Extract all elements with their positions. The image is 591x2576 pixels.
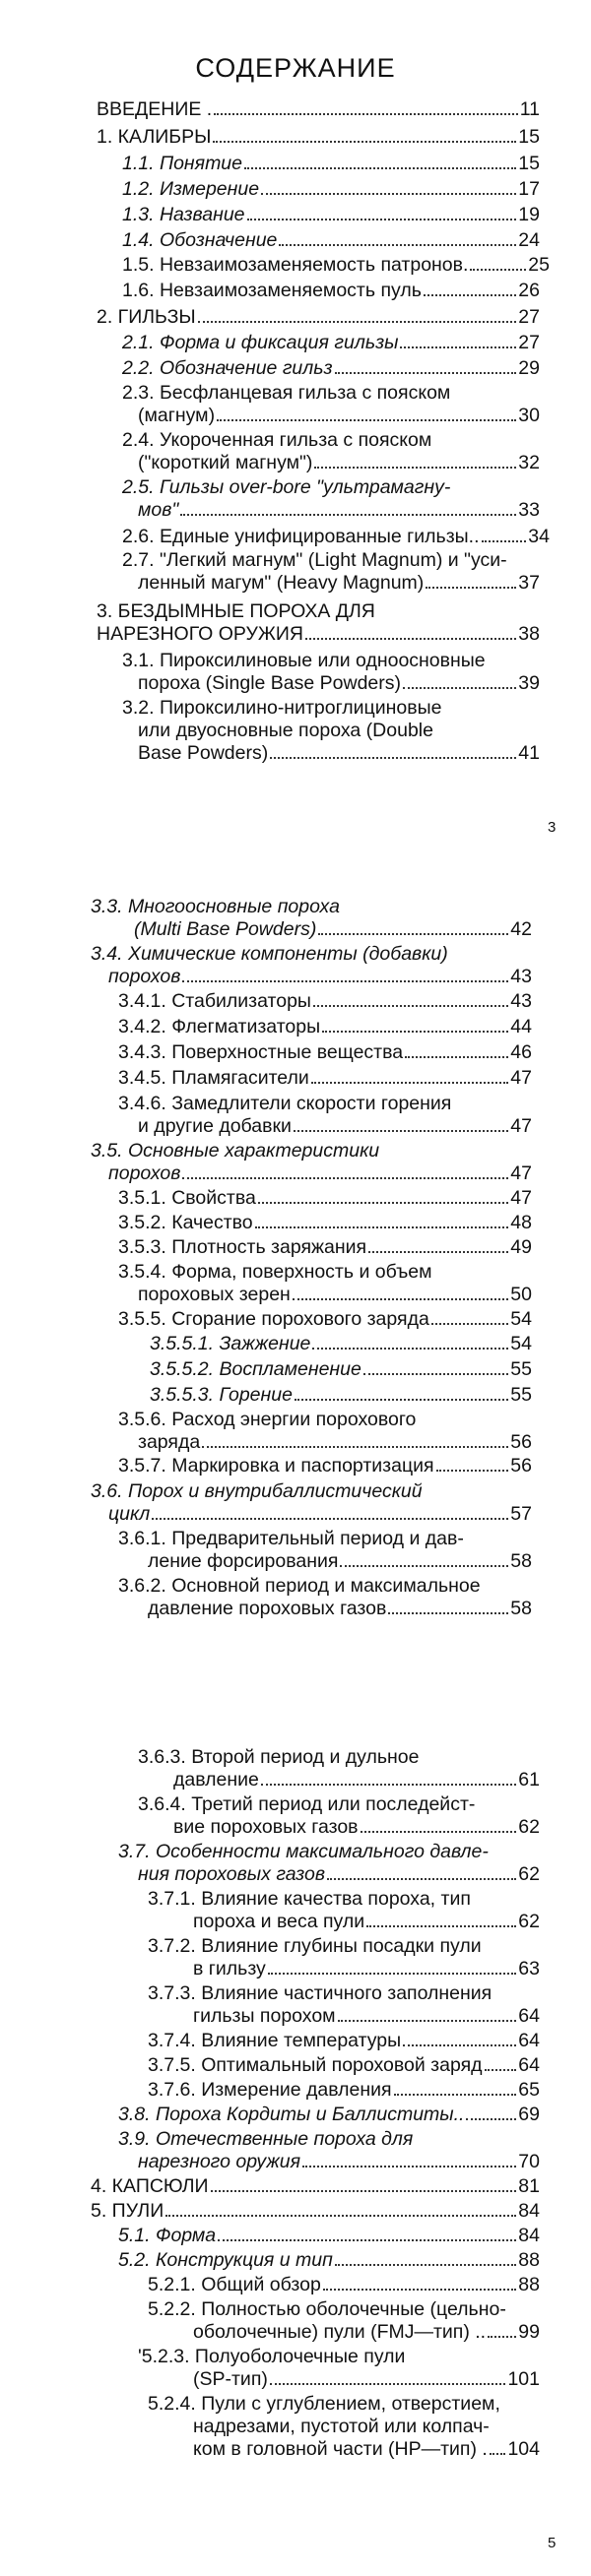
toc-entry-title: 3.5.2. Качество — [118, 1212, 253, 1233]
dot-leader — [311, 1082, 509, 1084]
dot-leader — [268, 1973, 517, 1975]
toc-entry-title-line: 5.2.4. Пули с углублением, отверстием, — [148, 2393, 500, 2415]
toc-entry-title: 3.4.1. Стабилизаторы — [118, 990, 311, 1012]
toc-entry[interactable] — [148, 2079, 540, 2102]
toc-entry[interactable] — [148, 1888, 540, 1933]
toc-page-3 — [0, 1732, 591, 2576]
toc-entry-title: 3.5.5.2. Воспламенение — [150, 1358, 361, 1380]
toc-entry-page: 104 — [507, 2438, 540, 2460]
toc-entry-page: 27 — [518, 332, 540, 353]
toc-entry-title-line: 3. БЕЗДЫМНЫЕ ПОРОХА ДЛЯ — [97, 600, 375, 622]
toc-entry-page: 43 — [510, 966, 532, 987]
dot-leader — [482, 540, 527, 542]
toc-entry-title: порохов — [108, 1162, 181, 1184]
toc-entry-title: пороха и веса пули — [193, 1911, 365, 1932]
toc-entry-title-line: 3.7. Особенности максимального давле- — [118, 1841, 489, 1862]
dot-leader — [270, 757, 516, 759]
toc-entry-page: 25 — [528, 254, 550, 276]
toc-entry[interactable] — [122, 229, 540, 252]
toc-entry-page: 84 — [518, 2200, 540, 2222]
toc-entry-title-line: 3.4.6. Замедлители скорости горения — [118, 1093, 452, 1114]
toc-entry-title-line: '5.2.3. Полуоболочечные пули — [138, 2346, 406, 2367]
toc-entry-title-line: 3.7.1. Влияние качества пороха, тип — [148, 1888, 471, 1910]
toc-entry-title-line: 3.7.3. Влияние частичного заполнения — [148, 1982, 492, 2004]
toc-entry-title: 1.6. Невзаимозаменяемость пуль — [122, 280, 422, 301]
dot-leader — [490, 2453, 506, 2455]
toc-entry-page: 47 — [510, 1067, 532, 1089]
toc-entry[interactable] — [118, 1016, 532, 1038]
toc-entry-page: 24 — [518, 229, 540, 251]
toc-entry[interactable] — [118, 1261, 532, 1306]
toc-entry[interactable] — [122, 526, 550, 548]
toc-entry-page: 37 — [518, 572, 540, 594]
toc-entry[interactable] — [118, 1093, 532, 1138]
toc-entry-page: 55 — [510, 1358, 532, 1380]
toc-entry[interactable] — [118, 1067, 532, 1090]
toc-entry[interactable] — [122, 204, 540, 226]
dot-leader — [312, 1348, 508, 1350]
dot-leader — [211, 2190, 517, 2192]
toc-entry-page: 46 — [510, 1041, 532, 1063]
toc-entry-title: 3.5.1. Свойства — [118, 1187, 256, 1209]
toc-entry[interactable] — [91, 2175, 540, 2198]
toc-entry-page: 49 — [510, 1236, 532, 1258]
dot-leader — [405, 1056, 508, 1058]
toc-entry-page: 32 — [518, 452, 540, 473]
toc-entry[interactable] — [118, 1841, 540, 1886]
toc-entry[interactable] — [122, 254, 550, 277]
toc-entry-page: 39 — [518, 672, 540, 694]
toc-entry[interactable] — [118, 1187, 532, 1210]
toc-entry-title: 3.7.6. Измерение давления — [148, 2079, 392, 2101]
dot-leader — [403, 687, 516, 689]
dot-leader — [335, 2264, 516, 2266]
toc-entry-title: 1.3. Название — [122, 204, 245, 225]
dot-leader — [322, 1031, 508, 1033]
toc-entry-page: 55 — [510, 1384, 532, 1406]
dot-leader — [244, 167, 516, 169]
toc-entry[interactable] — [150, 1333, 532, 1355]
toc-entry-page: 57 — [510, 1503, 532, 1525]
toc-entry[interactable] — [122, 178, 540, 201]
toc-entry-title: нарезного оружия — [138, 2151, 301, 2172]
toc-entry-title: 1.4. Обозначение — [122, 229, 278, 251]
toc-entry-title: 1.2. Измерение — [122, 178, 260, 200]
dot-leader — [214, 113, 518, 115]
dot-leader — [431, 1323, 508, 1325]
toc-entry-title-line: 3.1. Пироксилиновые или одноосновные — [122, 650, 486, 671]
toc-entry-page: 33 — [518, 499, 540, 521]
toc-entry-page: 62 — [518, 1911, 540, 1932]
dot-leader — [247, 219, 517, 220]
toc-entry-title-line: 3.6.2. Основной период и максимальное — [118, 1575, 481, 1597]
dot-leader — [152, 1518, 508, 1520]
toc-entry[interactable] — [118, 1528, 532, 1573]
toc-entry-page: 34 — [528, 526, 550, 547]
toc-entry-page: 38 — [518, 623, 540, 645]
toc-entry[interactable] — [122, 650, 540, 695]
dot-leader — [363, 1373, 508, 1375]
toc-entry-title-line: 3.6.1. Предварительный период и дав- — [118, 1528, 464, 1549]
toc-entry[interactable] — [138, 1746, 540, 1791]
toc-entry-page: 27 — [518, 306, 540, 328]
dot-leader — [318, 933, 508, 935]
dot-leader — [165, 2215, 516, 2217]
toc-entry-title: цикл — [108, 1503, 151, 1525]
toc-entry-title: ния пороховых газов — [138, 1863, 326, 1885]
toc-entry-title-line: 2.4. Укороченная гильза с пояском — [122, 429, 432, 451]
dot-leader — [258, 1202, 508, 1204]
dot-leader — [213, 141, 516, 143]
toc-entry-title-line: 3.5.6. Расход энергии порохового — [118, 1409, 417, 1430]
toc-entry-page: 84 — [518, 2225, 540, 2246]
page-title: СОДЕРЖАНИЕ — [195, 53, 396, 83]
dot-leader — [436, 1470, 509, 1472]
toc-entry-title-line: 3.9. Отечественные пороха для — [118, 2128, 414, 2150]
dot-leader — [394, 2094, 517, 2096]
toc-entry[interactable] — [122, 280, 540, 302]
toc-entry-page: 58 — [510, 1550, 532, 1572]
toc-entry-title: 2.2. Обозначение гильз — [122, 357, 333, 379]
toc-entry-title: 5. ПУЛИ — [91, 2200, 164, 2222]
toc-entry-title: порохов — [108, 966, 181, 987]
toc-entry-title: 2.6. Единые унифицированные гильзы.. — [122, 526, 480, 547]
dot-leader — [295, 1399, 508, 1401]
toc-entry-title: давление пороховых газов — [148, 1598, 387, 1619]
toc-entry-title: 2.1. Форма и фиксация гильзы — [122, 332, 399, 353]
toc-entry-page: 54 — [510, 1308, 532, 1330]
dot-leader — [255, 1226, 509, 1228]
toc-entry[interactable] — [122, 697, 540, 765]
dot-leader — [368, 1251, 508, 1253]
dot-leader — [424, 294, 516, 296]
toc-entry-title: и другие добавки — [138, 1115, 292, 1137]
toc-entry-title: 5.2. Конструкция и тип — [118, 2249, 333, 2271]
toc-entry-title: давление — [173, 1769, 259, 1791]
toc-entry[interactable] — [118, 990, 532, 1013]
toc-entry-page: 47 — [510, 1115, 532, 1137]
dot-leader — [293, 1298, 508, 1300]
toc-entry-title: 3.7.5. Оптимальный пороховой заряд — [148, 2054, 483, 2076]
toc-entry-page: 43 — [510, 990, 532, 1012]
dot-leader — [261, 1784, 516, 1786]
toc-page-1 — [0, 0, 591, 847]
toc-entry-page: 62 — [518, 1863, 540, 1885]
toc-entry[interactable] — [118, 2249, 540, 2272]
toc-entry-title: 4. КАПСЮЛИ — [91, 2175, 209, 2197]
toc-entry[interactable] — [148, 2393, 540, 2461]
toc-entry-title: 1.5. Невзаимозаменяемость патронов. — [122, 254, 469, 276]
toc-entry[interactable] — [97, 600, 540, 646]
dot-leader — [218, 2239, 516, 2241]
toc-entry-title: 3.5.5.1. Зажжение — [150, 1333, 311, 1354]
toc-entry-title: 3.8. Пороха Кордиты и Баллиститы.. — [118, 2104, 465, 2125]
toc-entry[interactable] — [148, 2298, 540, 2344]
toc-entry-title-line: 3.6.3. Второй период и дульное — [138, 1746, 420, 1768]
toc-entry-title-line: надрезами, пустотой или колпач- — [193, 2416, 490, 2437]
toc-entry[interactable] — [97, 306, 540, 329]
toc-entry-page: 56 — [510, 1455, 532, 1476]
toc-entry-page: 63 — [518, 1958, 540, 1979]
toc-entry[interactable] — [122, 429, 540, 474]
toc-entry-title: 3.4.2. Флегматизаторы — [118, 1016, 321, 1037]
toc-entry[interactable] — [118, 1455, 532, 1477]
toc-entry-page: 56 — [510, 1431, 532, 1453]
toc-entry-page: 15 — [518, 153, 540, 174]
toc-entry[interactable] — [118, 1308, 532, 1331]
toc-entry-page: 70 — [518, 2151, 540, 2172]
toc-entry[interactable] — [148, 1982, 540, 2028]
toc-entry-page: 29 — [518, 357, 540, 379]
toc-entry[interactable] — [122, 153, 540, 175]
toc-entry[interactable] — [122, 476, 540, 522]
dot-leader — [217, 419, 516, 421]
toc-entry[interactable] — [122, 357, 540, 380]
toc-entry-page: 54 — [510, 1333, 532, 1354]
toc-entry[interactable] — [91, 943, 532, 988]
toc-entry[interactable] — [150, 1384, 532, 1407]
toc-entry-page: 64 — [518, 2005, 540, 2027]
toc-entry-title-line: 2.3. Бесфланцевая гильза с пояском — [122, 382, 451, 404]
toc-entry-title: НАРЕЗНОГО ОРУЖИЯ — [97, 623, 303, 645]
toc-entry[interactable] — [97, 126, 540, 149]
dot-leader — [202, 1446, 508, 1448]
dot-leader — [466, 2118, 516, 2120]
toc-entry-page: 47 — [510, 1187, 532, 1209]
toc-entry-page: 17 — [518, 178, 540, 200]
toc-entry[interactable] — [118, 1409, 532, 1454]
toc-entry-title: 3.5.5. Сгорание порохового заряда — [118, 1308, 429, 1330]
toc-entry-title: заряда — [138, 1431, 201, 1453]
toc-entry-page: 42 — [510, 918, 532, 940]
dot-leader — [313, 1005, 508, 1007]
toc-entry-title-line: 3.4. Химические компоненты (добавки) — [91, 943, 448, 965]
dot-leader — [180, 514, 516, 516]
toc-entry-title: ВВЕДЕНИЕ . — [97, 98, 213, 120]
toc-entry-title-line: 5.2.2. Полностью оболочечные (цельно- — [148, 2298, 506, 2320]
toc-entry-page: 41 — [518, 742, 540, 764]
dot-leader — [426, 587, 516, 589]
toc-entry[interactable] — [118, 1236, 532, 1259]
dot-leader — [361, 1831, 517, 1833]
toc-entry-title: 2. ГИЛЬЗЫ — [97, 306, 196, 328]
dot-leader — [261, 193, 516, 195]
toc-entry-page: 48 — [510, 1212, 532, 1233]
toc-entry[interactable] — [138, 2346, 540, 2391]
toc-entry-title: 5.2.1. Общий обзор — [148, 2274, 321, 2295]
dot-leader — [403, 2044, 516, 2046]
toc-entry[interactable] — [122, 332, 540, 354]
toc-entry[interactable] — [97, 98, 540, 121]
dot-leader — [279, 244, 516, 246]
toc-entry-title: 1. КАЛИБРЫ — [97, 126, 212, 148]
toc-entry-page: 15 — [518, 126, 540, 148]
page-number: 5 — [548, 2535, 557, 2551]
toc-entry-title: 3.5.3. Плотность заряжания — [118, 1236, 367, 1258]
toc-entry-page: 26 — [518, 280, 540, 301]
toc-entry-page: 19 — [518, 204, 540, 225]
dot-leader — [314, 467, 516, 469]
toc-entry-page: 30 — [518, 405, 540, 426]
toc-entry-title: ленный магум" (Heavy Magnum) — [138, 572, 425, 594]
toc-entry[interactable] — [91, 1480, 532, 1526]
toc-entry-title: (Multi Base Powders) — [134, 918, 317, 940]
toc-entry-title-line: 3.6.4. Третий период или последейст- — [138, 1793, 476, 1815]
toc-entry[interactable] — [118, 2104, 540, 2126]
dot-leader — [488, 2336, 516, 2338]
toc-entry-title: пороховых зерен — [138, 1284, 291, 1305]
toc-entry-title-line: 3.5. Основные характеристики — [91, 1140, 380, 1162]
dot-leader — [182, 980, 508, 982]
toc-entry-title: (магнум) — [138, 405, 216, 426]
dot-leader — [305, 638, 516, 640]
dot-leader — [485, 2069, 517, 2071]
toc-entry[interactable] — [148, 2054, 540, 2077]
dot-leader — [302, 2166, 516, 2168]
toc-entry[interactable] — [148, 2274, 540, 2296]
toc-entry-page: 99 — [518, 2321, 540, 2343]
toc-entry-title-line: 2.5. Гильзы over-bore "ультрамагну- — [122, 476, 451, 498]
dot-leader — [182, 1177, 508, 1179]
toc-entry[interactable] — [138, 1793, 540, 1839]
toc-entry-title: 3.4.5. Пламягасители — [118, 1067, 309, 1089]
toc-entry-title: 3.4.3. Поверхностные вещества — [118, 1041, 404, 1063]
toc-entry-title-line: 3.7.2. Влияние глубины посадки пули — [148, 1935, 482, 1957]
toc-entry[interactable] — [118, 2225, 540, 2247]
toc-entry-title: (SP-тип) — [193, 2368, 268, 2390]
toc-entry-title: ("короткий магнум") — [138, 452, 313, 473]
toc-entry-title: ком в головной части (HP—тип) . — [193, 2438, 488, 2460]
toc-entry-title: 3.7.4. Влияние температуры — [148, 2030, 402, 2051]
toc-entry-title: 5.1. Форма — [118, 2225, 217, 2246]
page-number: 3 — [548, 819, 557, 836]
toc-entry-page: 50 — [510, 1284, 532, 1305]
dot-leader — [388, 1612, 508, 1614]
toc-entry-title: гильзы порохом — [193, 2005, 336, 2027]
toc-entry-page: 64 — [518, 2054, 540, 2076]
toc-entry[interactable] — [118, 1212, 532, 1234]
toc-entry-title-line: 2.7. "Легкий магнум" (Light Magnum) и "уси- — [122, 549, 507, 571]
toc-entry-title: оболочечные) пули (FMJ—тип) .. — [193, 2321, 487, 2343]
dot-leader — [327, 1878, 516, 1880]
toc-entry-title: ление форсирования — [148, 1550, 339, 1572]
toc-entry-page: 44 — [510, 1016, 532, 1037]
dot-leader — [198, 321, 517, 323]
toc-entry-page: 47 — [510, 1162, 532, 1184]
toc-entry-title: 3.5.5.3. Горение — [150, 1384, 293, 1406]
dot-leader — [400, 346, 516, 348]
toc-entry-page: 88 — [518, 2249, 540, 2271]
toc-entry[interactable] — [122, 382, 540, 427]
toc-entry-page: 62 — [518, 1816, 540, 1838]
dot-leader — [335, 372, 517, 374]
toc-entry[interactable] — [122, 549, 540, 595]
toc-entry-title-line: или двуосновные пороха (Double — [138, 720, 433, 741]
toc-entry-title-line: 3.5.4. Форма, поверхность и объем — [118, 1261, 432, 1283]
dot-leader — [340, 1565, 508, 1567]
toc-entry[interactable] — [148, 2030, 540, 2052]
toc-entry[interactable] — [118, 2128, 540, 2173]
toc-entry[interactable] — [150, 1358, 532, 1381]
toc-entry-page: 101 — [507, 2368, 540, 2390]
toc-entry-page: 81 — [518, 2175, 540, 2197]
toc-entry[interactable] — [118, 1041, 532, 1064]
toc-entry[interactable] — [91, 1140, 532, 1185]
toc-entry-page: 11 — [519, 98, 540, 120]
toc-entry[interactable] — [91, 896, 532, 941]
toc-entry[interactable] — [148, 1935, 540, 1980]
dot-leader — [470, 269, 526, 271]
toc-entry-page: 69 — [518, 2104, 540, 2125]
toc-entry-title: мов" — [138, 499, 179, 521]
toc-entry-title: Base Powders) — [138, 742, 269, 764]
dot-leader — [366, 1925, 516, 1927]
toc-page-2 — [0, 886, 591, 1693]
toc-entry-title: 3.5.7. Маркировка и паспортизация — [118, 1455, 434, 1476]
toc-entry-title: 1.1. Понятие — [122, 153, 242, 174]
toc-entry-page: 65 — [518, 2079, 540, 2101]
toc-entry-title-line: 3.3. Многоосновные пороха — [91, 896, 340, 917]
toc-entry[interactable] — [118, 1575, 532, 1620]
toc-entry-title: пороха (Single Base Powders) — [138, 672, 402, 694]
toc-entry-title: вие пороховых газов — [173, 1816, 359, 1838]
dot-leader — [323, 2289, 517, 2291]
toc-entry-title-line: 3.2. Пироксилино-нитроглициновые — [122, 697, 442, 719]
toc-entry-page: 64 — [518, 2030, 540, 2051]
toc-entry-page: 61 — [518, 1769, 540, 1791]
toc-entry-page: 58 — [510, 1598, 532, 1619]
dot-leader — [270, 2383, 506, 2385]
dot-leader — [294, 1130, 508, 1132]
dot-leader — [338, 2020, 517, 2022]
toc-entry[interactable] — [91, 2200, 540, 2223]
toc-entry-title: в гильзу — [193, 1958, 266, 1979]
toc-entry-page: 88 — [518, 2274, 540, 2295]
toc-entry-title-line: 3.6. Порох и внутрибаллистический — [91, 1480, 423, 1502]
